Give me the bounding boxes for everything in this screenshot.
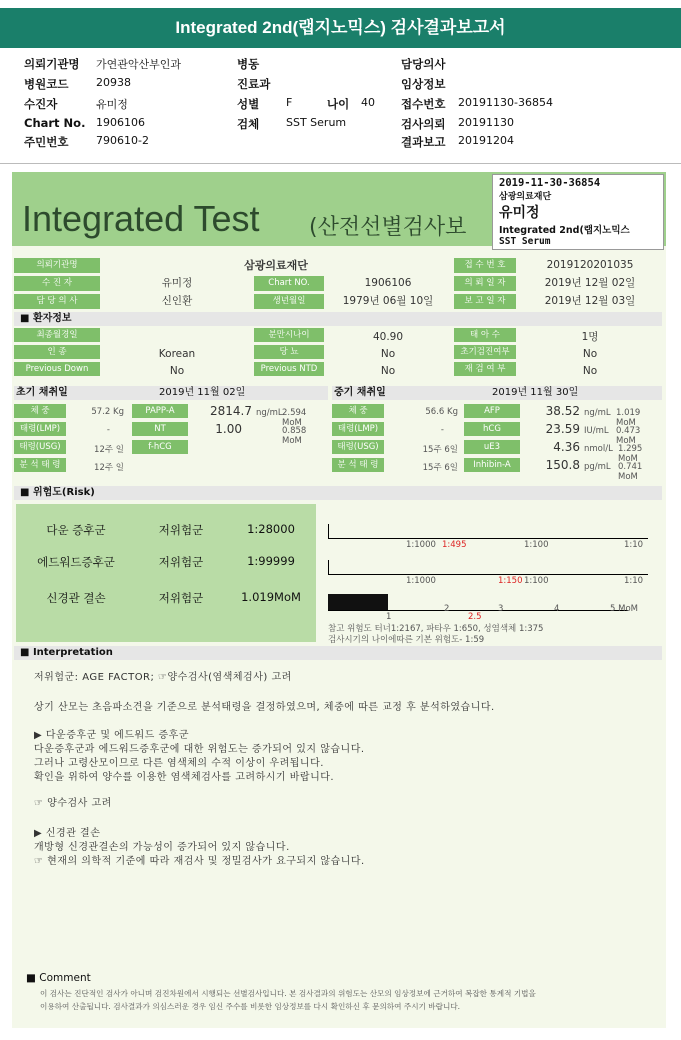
- request-label: 검사의뢰: [401, 117, 446, 131]
- risk-edwards-value: 1:99999: [247, 554, 295, 568]
- p-dm-label: 당 뇨: [254, 345, 324, 359]
- f-papp-value: 2814.7: [210, 404, 252, 418]
- r-req-value: 2019년 12월 02일: [544, 277, 636, 289]
- accession-value: 20191130-36854: [458, 96, 553, 109]
- f-ana-value: 12주 일: [94, 463, 124, 473]
- chart-value: 1906106: [96, 116, 145, 129]
- sticker-specimen: SST Serum: [499, 236, 551, 247]
- first-date: 2019년 11월 02일: [159, 387, 246, 398]
- second-date: 2019년 11월 30일: [492, 387, 579, 398]
- s-usg-label: 태령(USG): [332, 440, 384, 454]
- clin-label: 임상정보: [401, 77, 446, 91]
- down-tick-3: 1:100: [524, 540, 549, 550]
- patient-label: 수진자: [24, 97, 58, 111]
- report-title-bar: [0, 8, 681, 48]
- s-hcg-unit: IU/mL: [584, 426, 609, 436]
- hosp-code-label: 병원코드: [24, 77, 69, 91]
- ntd-tick-4: 4: [554, 604, 560, 614]
- risk-section-header: ■ 위험도(Risk): [14, 486, 662, 500]
- s-afp-mom: 1.019 MoM: [616, 408, 641, 428]
- risk-section-title: 위험도(Risk): [32, 487, 95, 498]
- edwards-tick-1: 1:1000: [406, 576, 436, 586]
- r-doctor-value: 신인환: [161, 295, 193, 307]
- s-wt-value: 56.6 Kg: [425, 407, 458, 417]
- r-chart-value: 1906106: [364, 277, 412, 289]
- header-divider: [0, 163, 681, 164]
- edwards-risk-scale: [328, 560, 648, 586]
- ntd-risk-bar: [328, 594, 388, 610]
- s-wt-label: 체 중: [332, 404, 384, 418]
- ref-risk-line1: 참고 위험도 터너1:2167, 파타우 1:650, 성염색체 1:375: [328, 624, 544, 634]
- s-afp-unit: ng/mL: [584, 408, 611, 418]
- second-trimester-panel: [332, 386, 662, 482]
- s-ana-value: 15주 6일: [422, 463, 458, 473]
- f-papp-mom: 2.594 MoM: [282, 408, 307, 428]
- p-lmp-label: 최종월경일: [14, 328, 100, 342]
- s-afp-value: 38.52: [545, 404, 580, 418]
- p-age-value: 40.90: [372, 331, 404, 343]
- s-hcg-mom: 0.473 MoM: [616, 426, 641, 446]
- rrn-label: 주민번호: [24, 135, 69, 149]
- first-trimester-panel: [14, 386, 328, 478]
- p-ivf-label: 초기검진여부: [454, 345, 516, 359]
- down-tick-1: 1:1000: [406, 540, 436, 550]
- p-dm-value: No: [380, 348, 396, 360]
- r-chart-label: Chart NO.: [254, 276, 324, 291]
- s-inhibin-label: Inhibin-A: [464, 458, 520, 472]
- comment-section-header: ■ Comment: [26, 972, 91, 984]
- r-dob-label: 생년월일: [254, 294, 324, 309]
- risk-ntd-value: 1.019MoM: [241, 590, 301, 604]
- f-nt-value: 1.00: [215, 422, 242, 436]
- interp-line-2: 상기 산모는 초음파소견을 기준으로 분석태령을 결정하였으며, 체중에 따른 교정 후 분석하였습니다.: [34, 702, 495, 713]
- p-fetus-label: 태 아 수: [454, 328, 516, 342]
- risk-edwards-name: 에드워드증후군: [37, 555, 115, 569]
- p-fetus-value: 1명: [581, 331, 599, 343]
- f-papp-label: PAPP-A: [132, 404, 188, 418]
- first-title-row: [14, 386, 328, 400]
- p-race-value: Korean: [158, 348, 196, 360]
- comment-line-1: 이 검사는 진단적인 검사가 아니며 검진차원에서 시행되는 선별검사입니다. 본 검사결과의 위험도는 산모의 임상정보에 근거하여 복잡한 통계적 기법을: [40, 989, 536, 998]
- sticker-lab: 삼광의료재단: [499, 192, 552, 202]
- p-retest-label: 재 검 여 부: [454, 362, 516, 376]
- risk-ntd-name: 신경관 결손: [46, 591, 106, 605]
- report-title: Integrated 2nd(랩지노믹스) 검사결과보고서: [175, 18, 506, 37]
- p-ntd-label: Previous NTD: [254, 362, 324, 376]
- s-ana-label: 분 석 태 령: [332, 458, 384, 472]
- report-date-label: 결과보고: [401, 135, 446, 149]
- s-hcg-label: hCG: [464, 422, 520, 436]
- f-ana-label: 분 석 태 령: [14, 458, 66, 472]
- second-title-row: [332, 386, 662, 400]
- comment-line-2: 이용하여 산출됩니다. 검사결과가 의심스러운 경우 임신 주수를 비롯한 임상정보를 다시 확인하신 후 문의하여 주시기 바랍니다.: [40, 1002, 461, 1011]
- risk-down-name: 다운 증후군: [46, 523, 106, 537]
- r-inst-label: 의뢰기관명: [14, 258, 100, 273]
- specimen-label: 검체: [237, 117, 260, 131]
- interp-line-1: 저위험군: AGE FACTOR; ☞양수검사(염색체검사) 고려: [34, 672, 292, 683]
- down-risk-scale: [328, 524, 648, 550]
- f-wt-label: 체 중: [14, 404, 66, 418]
- s-inhibin-unit: pg/mL: [584, 462, 611, 472]
- sex-label: 성별: [237, 97, 260, 111]
- risk-down-level: 저위험군: [158, 523, 204, 537]
- patient-value: 유미정: [96, 98, 128, 111]
- down-tick-4: 1:10: [624, 540, 644, 550]
- down-tick-cutoff: 1:495: [442, 540, 467, 550]
- dept-label: 진료과: [237, 77, 271, 91]
- interp-section-header: ■ Interpretation: [14, 646, 662, 660]
- r-rep-value: 2019년 12월 03일: [544, 295, 636, 307]
- f-lmp-value: -: [106, 425, 110, 435]
- rrn-value: 790610-2: [96, 134, 149, 147]
- r-acc-label: 접 수 번 호: [454, 258, 516, 273]
- s-lmp-label: 태령(LMP): [332, 422, 384, 436]
- interp-line-3: ▶ 다운증후군 및 에드워드 증후군: [34, 730, 189, 741]
- interp-line-5: 그러나 고령산모이므로 다른 염색체의 수적 이상이 우려됩니다.: [34, 758, 324, 769]
- edwards-tick-3: 1:100: [524, 576, 549, 586]
- patient-info-table: [14, 328, 662, 378]
- p-prevdown-label: Previous Down: [14, 362, 100, 376]
- specimen-sticker: [492, 174, 664, 250]
- age-label: 나이: [327, 97, 350, 111]
- first-title: 초기 채취일: [16, 387, 68, 398]
- ntd-tick-3: 3: [498, 604, 504, 614]
- risk-table: [16, 504, 316, 642]
- interp-line-6: 확인을 위하여 양수를 이용한 염색체검사를 고려하시기 바랍니다.: [34, 772, 335, 783]
- sex-value: F: [286, 96, 293, 109]
- s-ue3-mom: 1.295 MoM: [618, 444, 643, 464]
- edwards-tick-cutoff: 1:150: [498, 576, 523, 586]
- s-inhibin-value: 150.8: [545, 458, 580, 472]
- r-rep-label: 보 고 일 자: [454, 294, 516, 309]
- f-nt-label: NT: [132, 422, 188, 436]
- f-wt-value: 57.2 Kg: [91, 407, 124, 417]
- patient-section-title: 환자정보: [32, 313, 72, 324]
- f-usg-label: 태령(USG): [14, 440, 66, 454]
- interp-line-8: ▶ 신경관 결손: [34, 828, 101, 839]
- edwards-tick-4: 1:10: [624, 576, 644, 586]
- scanned-report: [12, 172, 666, 1028]
- s-ue3-value: 4.36: [553, 440, 580, 454]
- p-ntd-value: No: [380, 365, 396, 377]
- report-date-value: 20191204: [458, 134, 514, 147]
- sticker-accession: 2019-11-30-36854: [499, 177, 601, 189]
- doctor-label: 담당의사: [401, 57, 446, 71]
- accession-label: 접수번호: [401, 97, 446, 111]
- s-inhibin-mom: 0.741 MoM: [618, 462, 643, 482]
- ref-risk-line2: 검사시기의 나이에따른 기본 위험도- 1:59: [328, 635, 485, 645]
- specimen-value: SST Serum: [286, 116, 347, 129]
- s-afp-label: AFP: [464, 404, 520, 418]
- inst-value: 가연관악산부인과: [96, 58, 182, 71]
- inst-label: 의뢰기관명: [24, 57, 80, 71]
- request-value: 20191130: [458, 116, 514, 129]
- s-lmp-value: -: [440, 425, 444, 435]
- r-patient-label: 수 진 자: [14, 276, 100, 291]
- f-nt-mom: 0.858 MoM: [282, 426, 307, 446]
- risk-ntd-level: 저위험군: [158, 591, 204, 605]
- chart-label: Chart No.: [24, 116, 86, 130]
- big-title: Integrated Test: [22, 198, 260, 239]
- interp-line-7: ☞ 양수검사 고려: [34, 798, 112, 809]
- interp-line-9: 개방형 신경관결손의 가능성이 증가되어 있지 않습니다.: [34, 842, 290, 853]
- r-inst-value: 삼광의료재단: [244, 259, 308, 272]
- ntd-tick-5: 5 MoM: [610, 604, 638, 614]
- ward-label: 병동: [237, 57, 260, 71]
- f-hcg-label: f-hCG: [132, 440, 188, 454]
- interp-line-10: ☞ 현재의 의학적 기준에 따라 재검사 및 정밀검사가 요구되지 않습니다.: [34, 856, 365, 867]
- age-value: 40: [361, 96, 375, 109]
- risk-edwards-level: 저위험군: [158, 555, 204, 569]
- big-subtitle: (산전선별검사보: [309, 215, 467, 240]
- p-prevdown-value: No: [169, 365, 185, 377]
- f-lmp-label: 태령(LMP): [14, 422, 66, 436]
- s-usg-value: 15주 6일: [422, 445, 458, 455]
- p-race-label: 인 종: [14, 345, 100, 359]
- r-dob-value: 1979년 06월 10일: [342, 295, 434, 307]
- sticker-name: 유미정: [499, 205, 540, 221]
- r-req-label: 의 뢰 일 자: [454, 276, 516, 291]
- patient-section-header: ■ 환자정보: [14, 312, 662, 326]
- header-info: [0, 50, 681, 160]
- interp-line-4: 다운증후군과 에드워드증후군에 대한 위험도는 증가되어 있지 않습니다.: [34, 744, 365, 755]
- report-info-table: [14, 258, 662, 310]
- p-retest-value: No: [582, 365, 598, 377]
- ntd-tick-cutoff: 2.5: [468, 612, 482, 622]
- ntd-tick-2: 2: [444, 604, 450, 614]
- f-usg-value: 12주 일: [94, 445, 124, 455]
- r-patient-value: 유미정: [161, 277, 193, 289]
- ntd-tick-1: 1: [386, 612, 392, 622]
- p-ivf-value: No: [582, 348, 598, 360]
- risk-down-value: 1:28000: [247, 522, 295, 536]
- f-papp-unit: ng/mL: [256, 408, 283, 418]
- hosp-code-value: 20938: [96, 76, 131, 89]
- ntd-risk-scale: [328, 594, 648, 622]
- s-hcg-value: 23.59: [545, 422, 580, 436]
- s-ue3-label: uE3: [464, 440, 520, 454]
- second-title: 중기 채취일: [334, 387, 386, 398]
- sticker-test: Integrated 2nd(랩지노믹스: [499, 225, 630, 236]
- r-acc-value: 2019120201035: [546, 259, 634, 271]
- s-ue3-unit: nmol/L: [584, 444, 613, 454]
- comment-section-title: Comment: [39, 972, 91, 984]
- r-doctor-label: 담 당 의 사: [14, 294, 100, 309]
- interp-section-title: Interpretation: [32, 647, 113, 658]
- p-age-label: 분만시나이: [254, 328, 324, 342]
